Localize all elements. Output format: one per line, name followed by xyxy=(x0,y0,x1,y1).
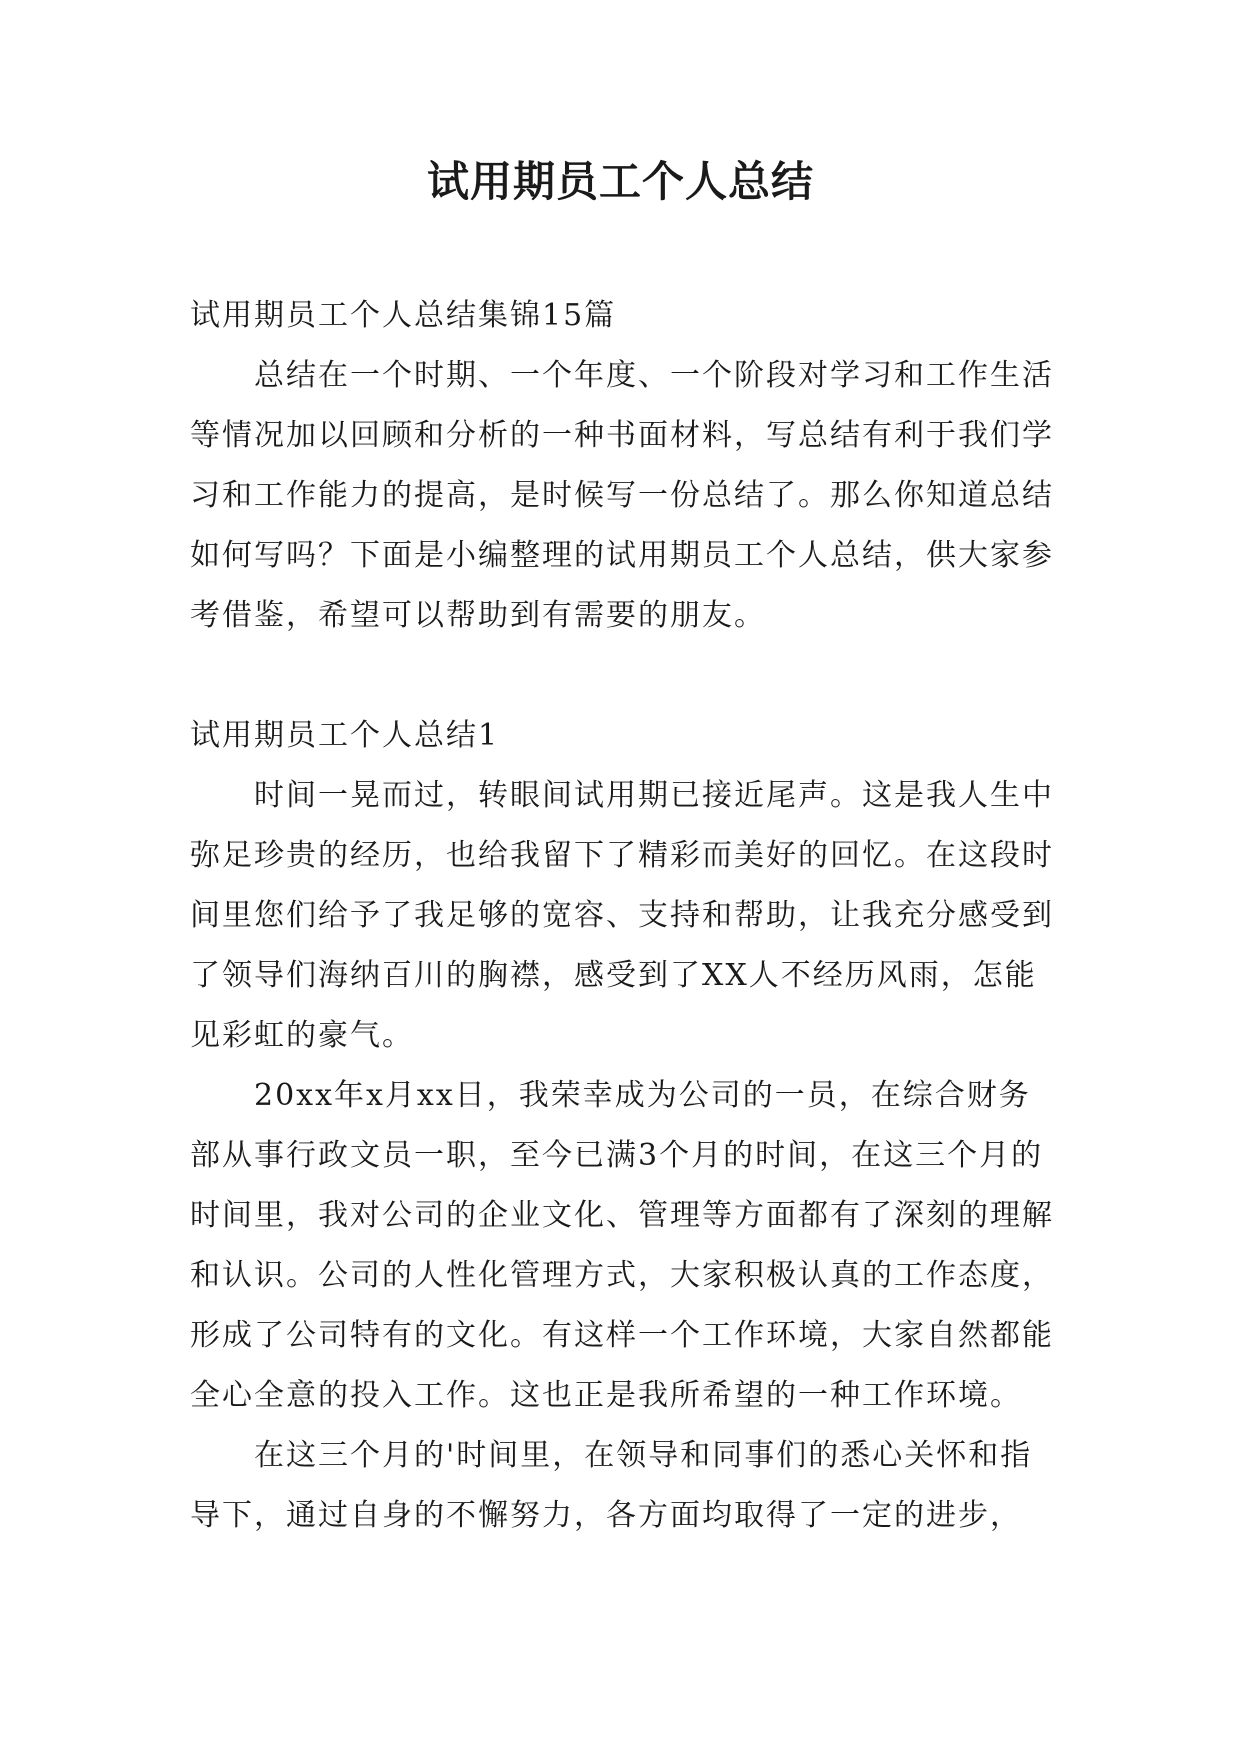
body-paragraph: 时间一晃而过，转眼间试用期已接近尾声。这是我人生中弥足珍贵的经历，也给我留下了精彩而美好的回忆。在这段时间里您们给予了我足够的宽容、支持和帮助，让我充分感受到了领导们海纳百川的胸襟，感受到了XX人不经历风雨，怎能见彩虹的豪气。 xyxy=(190,778,1054,1053)
intro-paragraph: 总结在一个时期、一个年度、一个阶段对学习和工作生活等情况加以回顾和分析的一种书面材料，写总结有利于我们学习和工作能力的提高，是时候写一份总结了。那么你知道总结如何写吗？下面是小编整理的试用期员工个人总结，供大家参考借鉴，希望可以帮助到有需要的朋友。 xyxy=(190,358,1054,633)
section-spacer xyxy=(190,646,1060,706)
document-title: 试用期员工个人总结 xyxy=(426,157,814,206)
document-body xyxy=(190,286,1060,1546)
section-heading: 试用期员工个人总结1 xyxy=(190,718,500,753)
body-paragraph: 在这三个月的'时间里，在领导和同事们的悉心关怀和指导下，通过自身的不懈努力，各方面均取得了一定的进步， xyxy=(190,1438,1033,1533)
collection-subtitle: 试用期员工个人总结集锦15篇 xyxy=(190,298,617,333)
body-paragraph: 20xx年x月xx日，我荣幸成为公司的一员，在综合财务部从事行政文员一职，至今已满3个月的时间，在这三个月的时间里，我对公司的企业文化、管理等方面都有了深刻的理解和认识。公司的人性化管理方式，大家积极认真的工作态度，形成了公司特有的文化。有这样一个工作环境，大家自然都能全心全意的投入工作。这也正是我所希望的一种工作环境。 xyxy=(190,1078,1054,1413)
